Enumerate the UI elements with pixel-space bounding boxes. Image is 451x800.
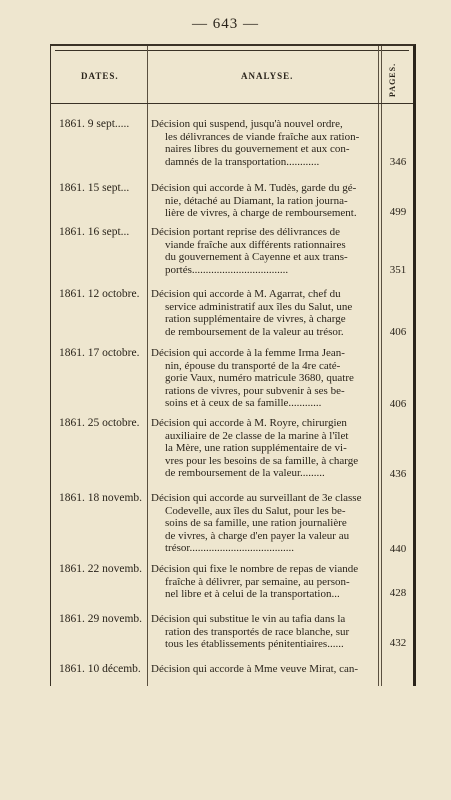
entry-date: 1861. 9 sept..... — [59, 118, 130, 130]
entry-analysis-line: Décision qui substitue le vin au tafia dans la — [151, 613, 346, 625]
entry-analysis-line: Décision qui accorde à M. Royre, chirurgien — [151, 417, 347, 429]
entry-date: 1861. 15 sept... — [59, 182, 130, 194]
entry-analysis-line: fraîche à délivrer, par semaine, au person- — [165, 575, 350, 588]
entry-date: 1861. 29 novemb. — [59, 613, 143, 625]
entry-analysis-line: Décision portant reprise des délivrances de — [151, 226, 341, 238]
column-divider-dates — [147, 46, 148, 686]
entry-analysis-line: Codevelle, aux îles du Salut, pour les be- — [165, 504, 346, 517]
entry-analysis-line: Décision qui accorde à la femme Irma Jean- — [151, 347, 345, 359]
entry-analysis-line: rations de vivres, pour subvenir à ses be- — [165, 384, 345, 397]
entry-date: 1861. 17 octobre. — [59, 347, 140, 359]
header-pages: PAGES. — [388, 62, 397, 97]
entry-analysis-line: les délivrances de viande fraîche aux ration- — [165, 130, 360, 143]
entry-date: 1861. 25 octobre. — [59, 417, 140, 429]
entry-analysis — [151, 492, 377, 555]
entry-analysis-line: la Mère, une ration supplémentaire de vi- — [165, 442, 347, 455]
entry-analysis-line: ration des transportés de race blanche, sur — [165, 625, 350, 638]
entry-analysis-line: Décision qui accorde à Mme veuve Mirat, can- — [151, 663, 359, 675]
entry-page: 406 — [389, 398, 407, 410]
entry-page: 406 — [389, 326, 407, 338]
entry-analysis — [151, 288, 377, 338]
entry-analysis-line: nin, épouse du transporté de la 4re caté- — [165, 359, 341, 372]
ledger-table — [50, 44, 416, 686]
entry-analysis-line: nel libre et à celui de la transportation... — [165, 588, 340, 601]
entry-analysis-line: Décision qui accorde au surveillant de 3e classe — [151, 492, 362, 504]
entry-page: 428 — [389, 587, 407, 599]
entry-analysis-line: nie, détaché au Diamant, la ration journa- — [165, 194, 348, 207]
column-divider-analyse — [378, 46, 379, 686]
entry-page: 351 — [389, 264, 407, 276]
entry-analysis-line: vres pour les besoins de sa famille, à charge — [165, 454, 359, 467]
entry-analysis-line: lière de vivres, à charge de remboursement. — [165, 207, 357, 220]
entry-analysis-line: Décision qui accorde à M. Agarrat, chef du — [151, 288, 341, 300]
entry-analysis-line: Décision qui fixe le nombre de repas de viande — [151, 563, 359, 575]
column-divider-pages — [381, 46, 382, 686]
entry-analysis-line: de remboursement de la valeur......... — [165, 467, 325, 480]
entry-date: 1861. 18 novemb. — [59, 492, 143, 504]
entry-analysis-line: portés................................... — [165, 263, 289, 276]
header-analyse: ANALYSE. — [241, 71, 294, 81]
entry-analysis-line: damnés de la transportation............ — [165, 155, 320, 168]
entry-analysis-line: trésor...................................... — [165, 542, 294, 555]
page-number: — 643 — — [192, 16, 259, 32]
entry-analysis — [151, 613, 377, 651]
entry-analysis — [151, 347, 377, 410]
entry-date: 1861. 12 octobre. — [59, 288, 140, 300]
entry-analysis-line: tous les établissements pénitentiaires...... — [165, 638, 344, 651]
entry-analysis-line: auxiliaire de 2e classe de la marine à l'îlet — [165, 429, 349, 442]
entry-analysis-line: Décision qui accorde à M. Tudès, garde du gé- — [151, 182, 357, 194]
entry-analysis — [151, 563, 377, 601]
entry-analysis-line: soins de sa famille, une ration journalière — [165, 517, 347, 530]
entry-page: 499 — [389, 206, 407, 218]
entry-analysis-line: du gouvernement à Cayenne et aux trans- — [165, 251, 348, 264]
table-header — [51, 51, 413, 104]
entry-date: 1861. 22 novemb. — [59, 563, 143, 575]
entry-analysis-line: service administratif aux îles du Salut, une — [165, 300, 353, 313]
entry-analysis-line: soins et à ceux de sa famille............ — [165, 397, 322, 410]
entry-page: 346 — [389, 156, 407, 168]
entry-analysis — [151, 226, 377, 276]
entry-analysis — [151, 118, 377, 168]
header-dates: DATES. — [81, 71, 119, 81]
entry-analysis-line: gorie Vaux, numéro matricule 3680, quatre — [165, 372, 354, 385]
entry-analysis-line: Décision qui suspend, jusqu'à nouvel ordre, — [151, 118, 343, 130]
entry-page: 436 — [389, 468, 407, 480]
entry-page: 432 — [389, 637, 407, 649]
entry-analysis-line: de vivres, à charge d'en payer la valeur au — [165, 529, 350, 542]
entry-date: 1861. 16 sept... — [59, 226, 130, 238]
entry-analysis-line: viande fraîche aux différents rationnaires — [165, 238, 346, 251]
entry-analysis — [151, 417, 377, 480]
entry-date: 1861. 10 décemb. — [59, 663, 141, 675]
entry-analysis — [151, 663, 377, 676]
entry-page: 440 — [389, 543, 407, 555]
entry-analysis-line: ration supplémentaire de vivres, à charge — [165, 313, 346, 326]
entry-analysis — [151, 182, 377, 220]
entry-analysis-line: naires libres du gouvernement et aux con- — [165, 143, 350, 156]
entry-analysis-line: de remboursement de la valeur au trésor. — [165, 325, 344, 338]
